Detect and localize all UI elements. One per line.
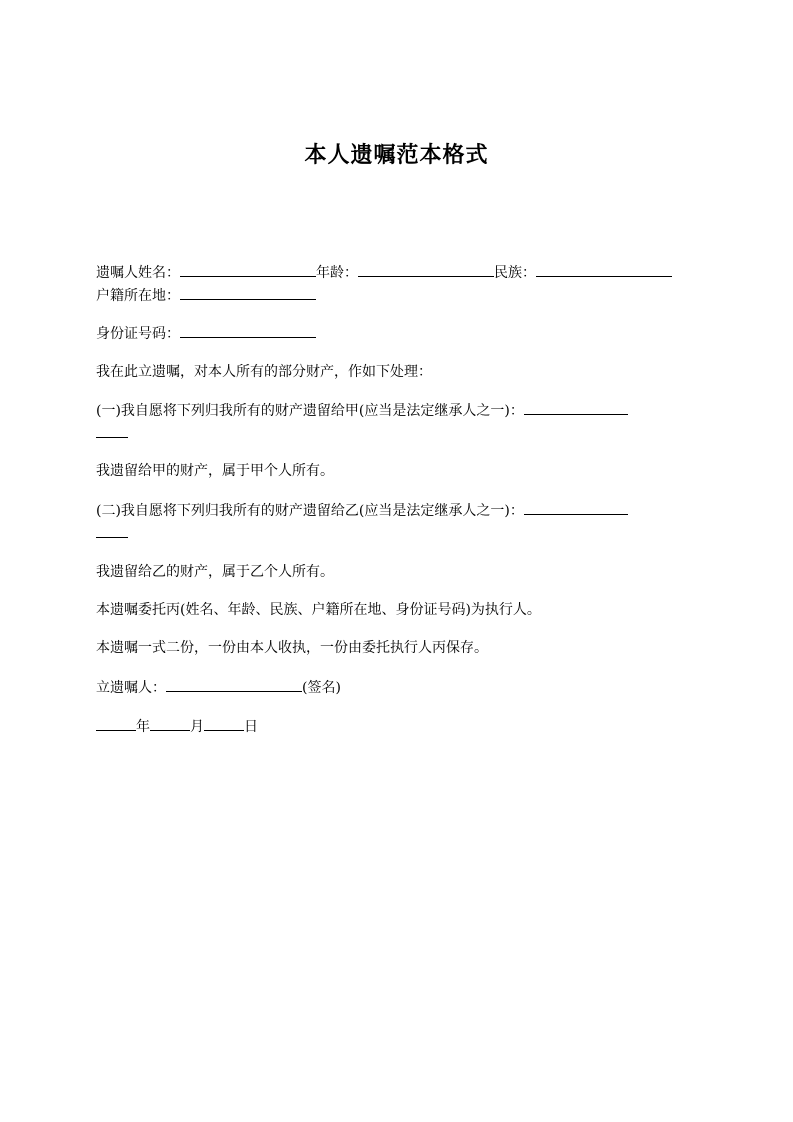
day-label: 日 [244,719,258,735]
item1-field-continued[interactable] [96,421,128,438]
intro-paragraph: 我在此立遗嘱，对本人所有的部分财产，作如下处理： [96,364,432,380]
year-field[interactable] [96,714,136,731]
testator-name-label: 遗嘱人姓名： [96,265,180,281]
signature-field[interactable] [166,675,302,692]
ethnicity-label: 民族： [494,265,536,281]
item2-note: 我遗留给乙的财产，属于乙个人所有。 [96,564,334,580]
month-field[interactable] [150,714,190,731]
testator-info-row [96,260,672,285]
item1-note: 我遗留给甲的财产，属于甲个人所有。 [96,463,334,479]
item2-text: (二)我自愿将下列归我所有的财产遗留给乙(应当是法定继承人之一)： [96,503,524,519]
signature-row [96,675,341,700]
executor-paragraph: 本遗嘱委托丙(姓名、年龄、民族、户籍所在地、身份证号码)为执行人。 [96,602,541,618]
id-label: 身份证号码： [96,326,180,342]
item1-text: (一)我自愿将下列归我所有的财产遗留给甲(应当是法定继承人之一)： [96,403,524,419]
age-label: 年龄： [316,265,358,281]
item1-field[interactable] [524,398,628,415]
signature-label: 立遗嘱人： [96,680,166,696]
item2-field[interactable] [524,498,628,515]
household-label: 户籍所在地： [96,288,180,304]
day-field[interactable] [204,714,244,731]
copies-paragraph: 本遗嘱一式二份，一份由本人收执，一份由委托执行人丙保存。 [96,640,488,656]
signature-suffix: (签名) [302,680,341,696]
month-label: 月 [190,719,204,735]
household-field[interactable] [180,283,316,300]
document-title: 本人遗嘱范本格式 [304,143,489,168]
date-row [96,714,258,739]
item2-continuation [96,521,128,546]
item2-field-continued[interactable] [96,521,128,538]
age-field[interactable] [358,260,494,277]
ethnicity-field[interactable] [536,260,672,277]
year-label: 年 [136,719,150,735]
item2-paragraph [96,498,628,523]
id-field[interactable] [180,321,316,338]
item1-paragraph [96,398,628,423]
id-row [96,321,316,346]
item1-continuation [96,421,128,446]
household-row [96,283,316,308]
testator-name-field[interactable] [180,260,316,277]
